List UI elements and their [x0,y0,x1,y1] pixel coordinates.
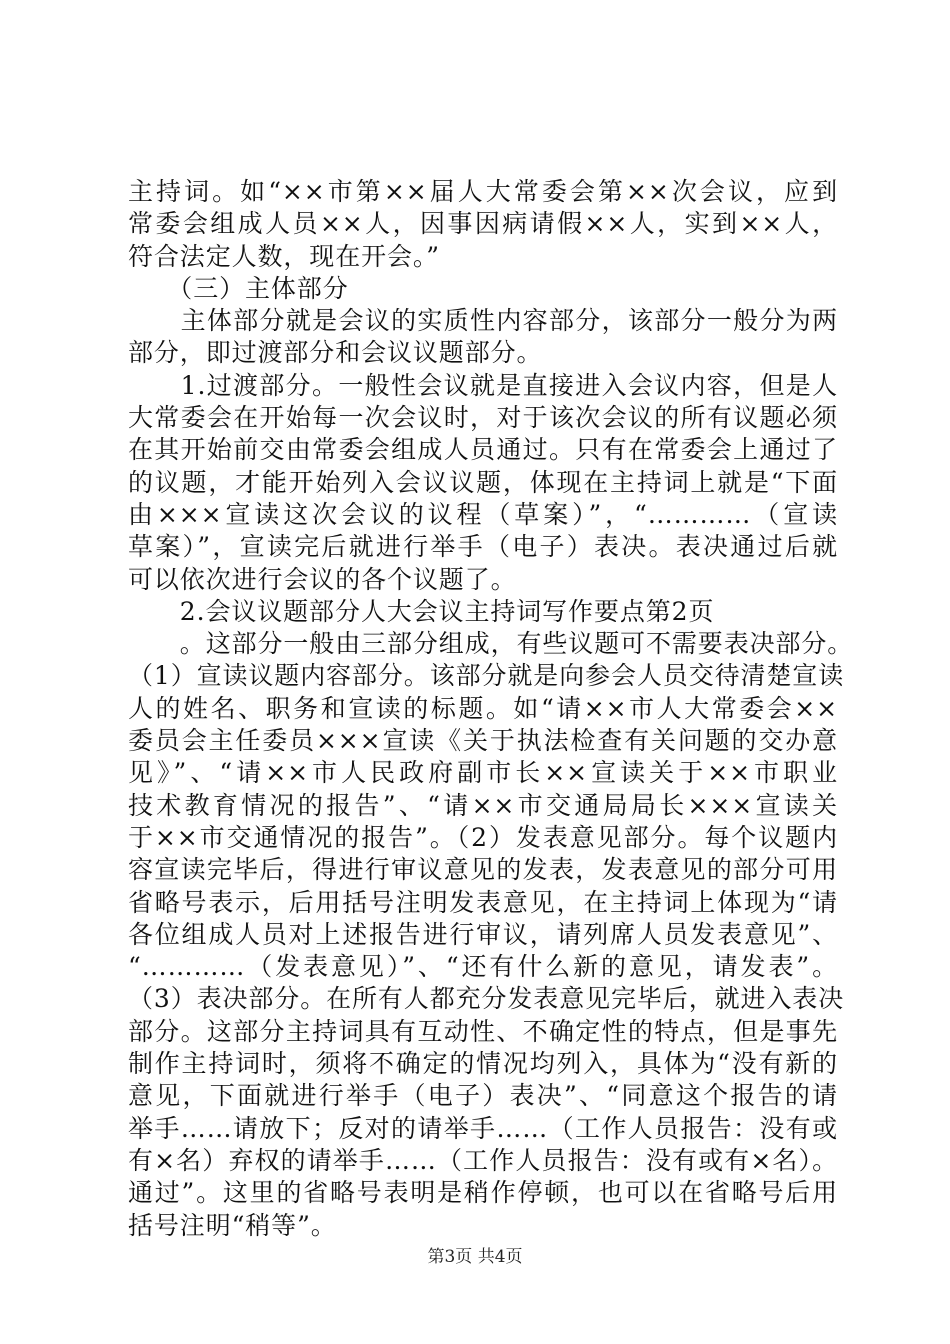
text-line: 有×名）弃权的请举手……（工作人员报告：没有或有×名）。 [128,1145,838,1175]
text-line: （1）宣读议题内容部分。该部分就是向参会人员交待清楚宣读 [128,661,845,691]
text-line: 于××市交通情况的报告”。（2）发表意见部分。每个议题内 [128,822,838,852]
text-line: 见》”、“请××市人民政府副市长××宣读关于××市职业 [128,758,838,788]
text-line: 由×××宣读这次会议的议程（草案）”，“…………（宣读 [128,499,838,529]
text-line: （三）主体部分 [128,273,349,303]
text-line: 部分。这部分主持词具有互动性、不确定性的特点，但是事先 [128,1016,838,1046]
text-line: 通过”。这里的省略号表明是稍作停顿，也可以在省略号后用 [128,1178,838,1208]
text-line: 可以依次进行会议的各个议题了。 [128,564,517,594]
text-line: 容宣读完毕后，得进行审议意见的发表，发表意见的部分可用 [128,855,838,885]
text-line: 各位组成人员对上述报告进行审议，请列席人员发表意见”、 [128,919,838,949]
text-line: 主体部分就是会议的实质性内容部分，该部分一般分为两 [128,306,838,336]
text-line: 意见，下面就进行举手（电子）表决”、“同意这个报告的请 [128,1081,838,1111]
text-line: 常委会组成人员××人，因事因病请假××人，实到××人， [128,209,838,239]
text-line: 符合法定人数，现在开会。” [128,241,440,271]
text-line: 技术教育情况的报告”、“请××市交通局局长×××宣读关 [128,790,838,820]
text-line: 2.会议议题部分人大会议主持词写作要点第2页 [128,596,715,626]
text-line: 委员会主任委员×××宣读《关于执法检查有关问题的交办意 [128,726,838,756]
text-line: 的议题，才能开始列入会议议题，体现在主持词上就是“下面 [128,467,838,497]
text-line: 主持词。如“××市第××届人大常委会第××次会议，应到 [128,177,838,206]
text-line: 在其开始前交由常委会组成人员通过。只有在常委会上通过了 [128,435,838,465]
text-line: 草案）”，宣读完后就进行举手（电子）表决。表决通过后就 [128,532,838,562]
text-line: 制作主持词时，须将不确定的情况均列入，具体为“没有新的 [128,1049,838,1079]
text-line: 大常委会在开始每一次会议时，对于该次会议的所有议题必须 [128,403,838,433]
text-line: 举手……请放下；反对的请举手……（工作人员报告：没有或 [128,1113,838,1143]
text-line: 括号注明“稍等”。 [128,1210,337,1240]
text-line: 部分，即过渡部分和会议议题部分。 [128,338,543,368]
text-line: 。这部分一般由三部分组成，有些议题可不需要表决部分。 [128,629,854,659]
body-text [128,176,854,1242]
text-line: （3）表决部分。在所有人都充分发表意见完毕后，就进入表决 [128,984,845,1014]
text-line: 省略号表示，后用括号注明发表意见，在主持词上体现为“请 [128,887,838,917]
text-line: 1.过渡部分。一般性会议就是直接进入会议内容，但是人 [128,370,838,400]
text-line: “…………（发表意见）”、“还有什么新的意见，请发表”。 [128,952,838,982]
text-line: 人的姓名、职务和宣读的标题。如“请××市人大常委会×× [128,693,838,723]
page-footer: 第3页 共4页 [427,1247,523,1267]
